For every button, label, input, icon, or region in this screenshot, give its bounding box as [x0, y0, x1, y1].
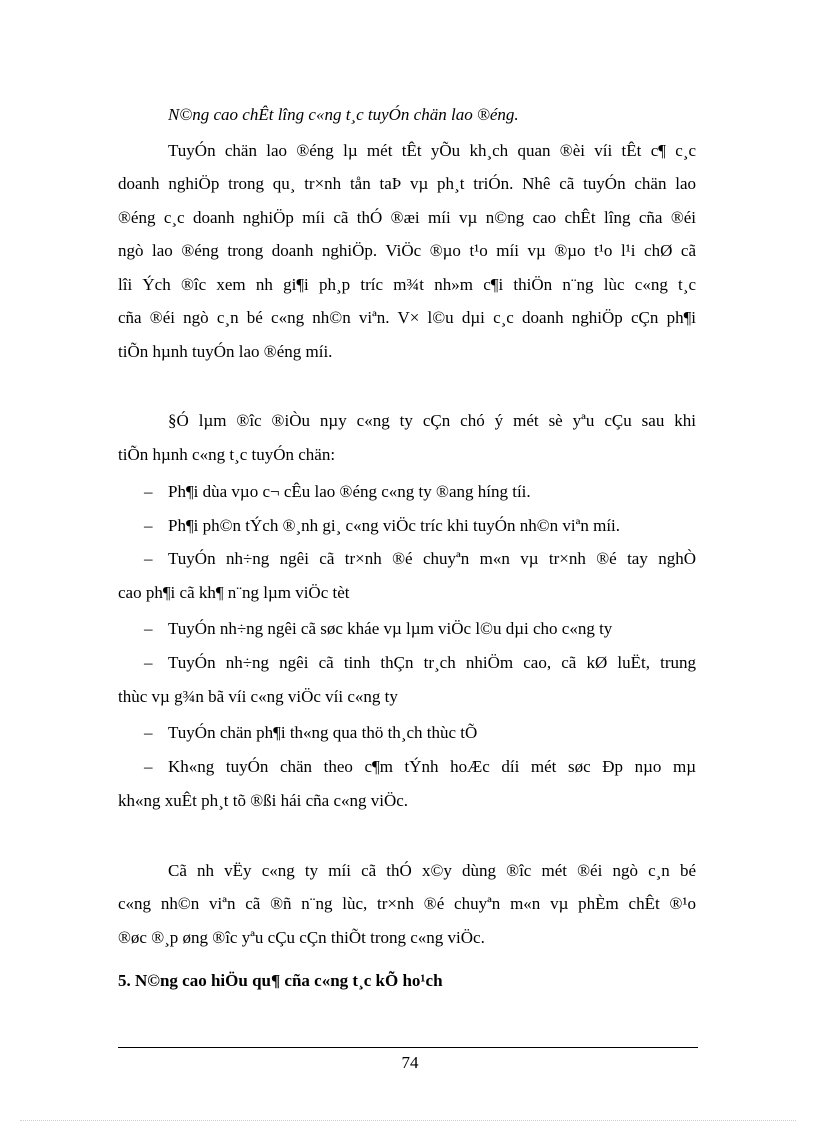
bullet-item-continuation: thùc vµ g¾n bã víi c«ng viÖc víi c«ng ty — [118, 687, 398, 706]
bullet-dash: – — [144, 516, 153, 535]
bullet-item: TuyÓn nh÷ng ngêi cã søc kháe vµ lµm viÖc l©u dµi cho c«ng ty — [168, 619, 613, 638]
paragraph-1-line: TuyÓn chän lao ®éng lµ mét tÊt yÕu kh¸ch quan ®èi víi tÊt c¶ c¸c — [168, 141, 696, 160]
paragraph-2-line: tiÕn hµnh c«ng t¸c tuyÓn chän: — [118, 445, 336, 464]
paragraph-1-line: ®éng c¸c doanh nghiÖp míi cã thÓ ®æi míi vµ n©ng cao chÊt lîng cña ®éi — [118, 208, 696, 227]
bullet-item-continuation: cao ph¶i cã kh¶ n¨ng lµm viÖc tèt — [118, 583, 350, 602]
italic-heading: N©ng cao chÊt lîng c«ng t¸c tuyÓn chän lao ®éng. — [168, 105, 519, 124]
bullet-item: Kh«ng tuyÓn chän theo c¶m tÝnh hoÆc díi mét søc Ðp nµo mµ — [168, 757, 696, 776]
bullet-item: TuyÓn nh÷ng ngêi cã tr×nh ®é chuyªn m«n vµ tr×nh ®é tay nghÒ — [168, 549, 696, 568]
paragraph-1-line: lîi Ých ®îc xem nh gi¶i ph¸p tríc m¾t nh»m c¶i thiÖn n¨ng lùc c«ng t¸c — [118, 275, 696, 294]
bullet-item: Ph¶i dùa vµo c¬ cÊu lao ®éng c«ng ty ®ang híng tíi. — [168, 482, 531, 501]
bullet-dash: – — [144, 757, 153, 776]
paragraph-3-line: c«ng nh©n viªn cã ®ñ n¨ng lùc, tr×nh ®é chuyªn m«n vµ phÈm chÊt ®¹o — [118, 894, 696, 913]
paragraph-2-line: §Ó lµm ®îc ®iÒu nµy c«ng ty cÇn chó ý mét sè yªu cÇu sau khi — [168, 411, 696, 430]
bullet-item: TuyÓn nh÷ng ngêi cã tinh thÇn tr¸ch nhiÖm cao, cã kØ luËt, trung — [168, 653, 696, 672]
bullet-dash: – — [144, 619, 153, 638]
bullet-dash: – — [144, 723, 153, 742]
paragraph-3-line: ®øc ®¸p øng ®îc yªu cÇu cÇn thiÕt trong c«ng viÖc. — [118, 928, 485, 947]
page-number: 74 — [401, 1053, 419, 1072]
bullet-dash: – — [144, 482, 153, 501]
bullet-dash: – — [144, 653, 153, 672]
bullet-item: TuyÓn chän ph¶i th«ng qua thö th¸ch thùc tÕ — [168, 723, 478, 742]
paragraph-1-line: cña ®éi ngò c¸n bé c«ng nh©n viªn. V× l©u dµi c¸c doanh nghiÖp cÇn ph¶i — [118, 308, 696, 327]
footer-rule — [118, 1047, 698, 1048]
bullet-dash: – — [144, 549, 153, 568]
paragraph-1-line: doanh nghiÖp trong qu¸ tr×nh tån taÞ vµ ph¸t triÓn. Nhê cã tuyÓn chän lao — [118, 174, 696, 193]
paragraph-1-line: ngò lao ®éng trong doanh nghiÖp. ViÖc ®µo t¹o míi vµ ®µo t¹o l¹i chØ cã — [118, 241, 696, 260]
section-heading: 5. N©ng cao hiÖu qu¶ cña c«ng t¸c kÕ ho¹ch — [118, 971, 443, 990]
page-edge-divider — [20, 1120, 796, 1121]
paragraph-3-line: Cã nh vËy c«ng ty míi cã thÓ x©y dùng ®îc mét ®éi ngò c¸n bé — [168, 861, 696, 880]
paragraph-1-line: tiÕn hµnh tuyÓn lao ®éng míi. — [118, 342, 333, 361]
bullet-item-continuation: kh«ng xuÊt ph¸t tõ ®ßi hái cña c«ng viÖc. — [118, 791, 409, 810]
bullet-item: Ph¶i ph©n tÝch ®¸nh gi¸ c«ng viÖc tríc khi tuyÓn nh©n viªn míi. — [168, 516, 621, 535]
